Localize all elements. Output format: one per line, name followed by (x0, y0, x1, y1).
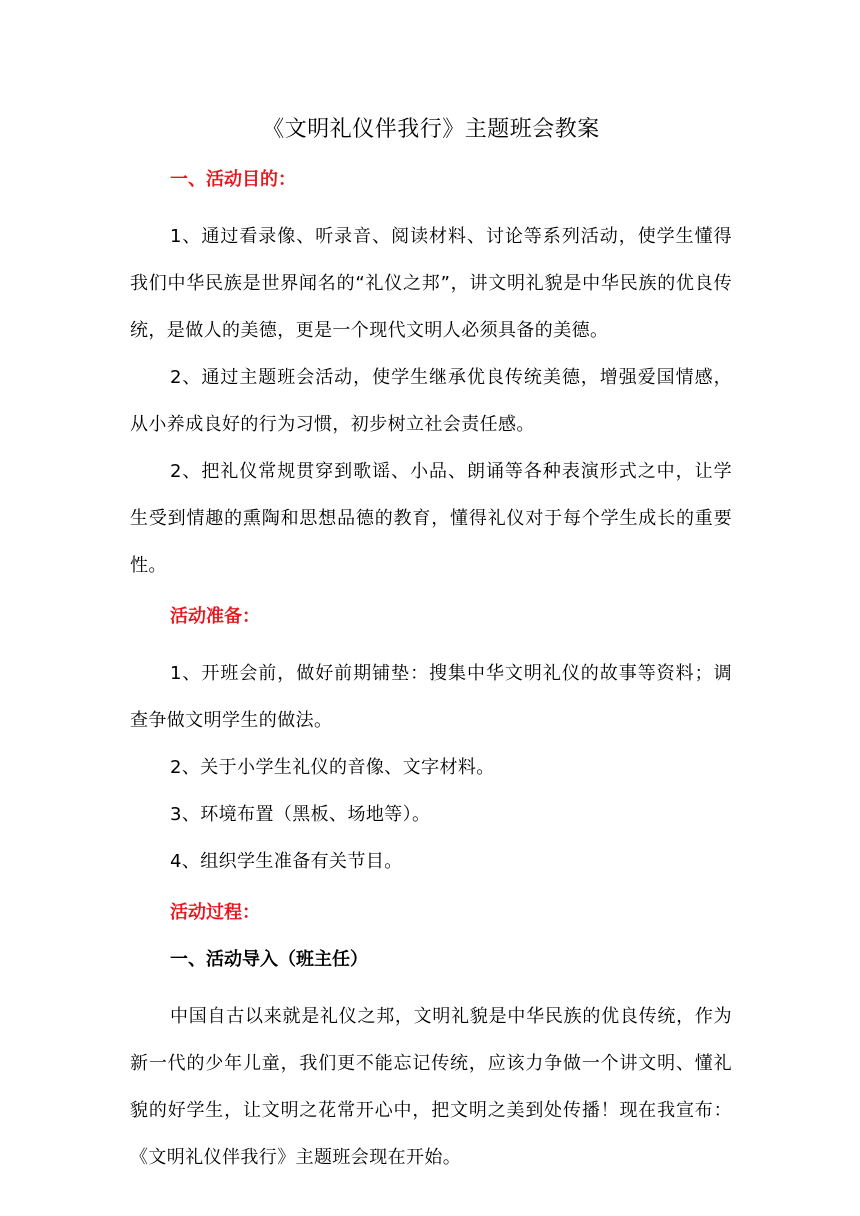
purpose-heading: 一、活动目的： (170, 169, 296, 190)
purpose-item-3: 2、把礼仪常规贯穿到歌谣、小品、朗诵等各种表演形式之中，让学生受到情趣的熏陶和思想品德的教育，懂得礼仪对于每个学生成长的重要性。 (130, 461, 732, 576)
intro-heading: 一、活动导入（班主任） (170, 949, 368, 970)
prep-item-2: 2、关于小学生礼仪的音像、文字材料。 (170, 757, 495, 778)
prep-heading: 活动准备： (170, 606, 260, 627)
document-title: 《文明礼仪伴我行》主题班会教案 (262, 117, 600, 142)
prep-item-1: 1、开班会前，做好前期铺垫：搜集中华文明礼仪的故事等资料；调查争做文明学生的做法。 (130, 663, 732, 731)
purpose-item-2: 2、通过主题班会活动，使学生继承优良传统美德，增强爱国情感，从小养成良好的行为习惯，初步树立社会责任感。 (130, 367, 732, 435)
intro-text: 中国自古以来就是礼仪之邦，文明礼貌是中华民族的优良传统，作为新一代的少年儿童，我们更不能忘记传统，应该力争做一个讲文明、懂礼貌的好学生，让文明之花常开心中，把文明之美到处传播！现在我宣布：《文明礼仪伴我行》主题班会现在开始。 (130, 1006, 732, 1168)
purpose-item-1: 1、通过看录像、听录音、阅读材料、讨论等系列活动，使学生懂得我们中华民族是世界闻名的“礼仪之邦”，讲文明礼貌是中华民族的优良传统，是做人的美德，更是一个现代文明人必须具备的美德。 (130, 226, 732, 341)
prep-item-3: 3、环境布置（黑板、场地等）。 (170, 804, 431, 825)
process-heading: 活动过程： (170, 902, 260, 923)
document-page (130, 110, 732, 1181)
prep-item-4: 4、组织学生准备有关节目。 (170, 851, 403, 872)
